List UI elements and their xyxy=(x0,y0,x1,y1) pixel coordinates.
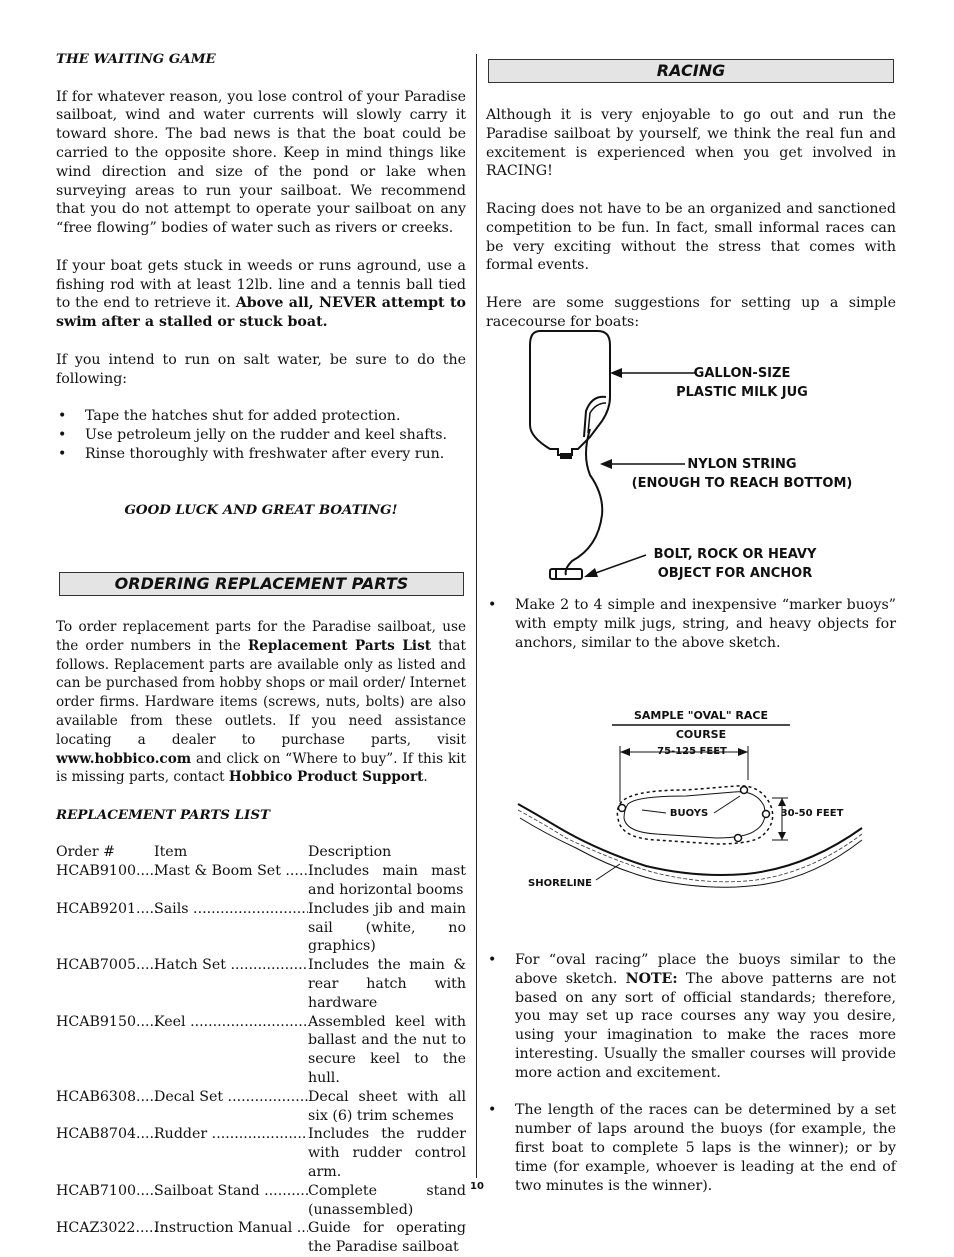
description-cell: Assembled keel with ballast and the nut to secure keel to the hull. xyxy=(308,1013,466,1087)
buoy-marker xyxy=(741,787,748,794)
item-cell xyxy=(154,956,308,1012)
table-row xyxy=(56,862,466,900)
racing-paragraph-2: Racing does not have to be an organized and sanctioned competition to be fun. In fact, small informal races can be very exciting without the stress that comes with formal events. xyxy=(486,200,896,274)
width-label: 30-50 FEET xyxy=(780,808,844,819)
bullet2-text-a: For “oval racing” place the buoys similar to the above sketch. xyxy=(515,952,896,987)
item-cell xyxy=(154,1013,308,1088)
good-luck-text: GOOD LUCK AND GREAT BOATING! xyxy=(124,502,398,519)
parts-table xyxy=(56,843,466,1257)
racing-paragraph-1: Although it is very enjoyable to go out and run the Paradise sailboat by yourself, we think the real fun and excitement is experienced when you get involved in RACING! xyxy=(486,107,896,180)
retrieve-text: If your boat gets stuck in weeds or runs aground, use a fishing rod with at least 12lb. line and a tennis ball tied to the end to retrieve it. xyxy=(56,257,466,312)
buoy-marker xyxy=(735,835,742,842)
string-arrow-icon xyxy=(600,459,612,469)
buoys-label: BUOYS xyxy=(669,808,709,819)
right-column xyxy=(486,50,896,332)
item-name: Instruction Manual ..... xyxy=(154,1220,308,1236)
list-item-text: • Tape the hatches shut for added protection. xyxy=(85,408,401,425)
column-header-order: Order # xyxy=(56,844,116,861)
list-item-text: • Rinse thoroughly with freshwater after every run. xyxy=(85,445,445,462)
anchor-pointer-line xyxy=(590,555,646,575)
item-name: Hatch Set ..... xyxy=(154,957,308,973)
jug-arrow-icon xyxy=(610,368,622,378)
length-arrow-right-icon xyxy=(738,748,748,756)
table-row xyxy=(56,1125,466,1181)
jug-label-line-2: PLASTIC MILK JUG xyxy=(676,385,808,400)
string-label xyxy=(622,455,862,493)
left-column xyxy=(56,50,466,1257)
order-number-cell: HCAB7100..... xyxy=(56,1182,159,1199)
bullet2-text-b: The above patterns are not based on any sort of official standards; therefore, you may set up race courses any way you desire, using your imagination to make the races more interesting. Usually the smaller courses will provide more action and excitement. xyxy=(515,970,896,1081)
ordering-text-d: . xyxy=(423,769,428,786)
salt-water-list xyxy=(56,407,466,463)
ordering-text-c: and click on “Where to buy”. If this kit is missing parts, contact xyxy=(56,750,466,786)
string-label-line-1: NYLON STRING xyxy=(687,457,797,472)
buoys-pointer-left xyxy=(642,810,666,813)
salt-water-intro: If you intend to run on salt water, be sure to do the following: xyxy=(56,351,466,387)
product-support-ref: Hobbico Product Support xyxy=(228,769,424,786)
description-cell: Includes main mast and horizontal booms xyxy=(308,863,466,899)
shoreline-pointer xyxy=(596,864,620,880)
list-item-text xyxy=(515,951,896,1083)
racing-bullets-block xyxy=(486,951,896,1195)
order-number-cell: HCAB9150..... xyxy=(56,1013,159,1030)
order-number-cell: HCAB9100..... xyxy=(56,863,159,880)
racing-heading: RACING xyxy=(488,59,894,83)
list-item xyxy=(56,445,466,464)
hobbico-url[interactable]: www.hobbico.com xyxy=(56,750,192,767)
ordering-text-a: To order replacement parts for the Paradise sailboat, use the order numbers in the xyxy=(56,618,466,654)
item-name: Mast & Boom Set ..... xyxy=(154,863,308,879)
waiting-game-paragraph-2 xyxy=(56,257,466,332)
order-number-cell: HCAZ3022..... xyxy=(56,1220,158,1237)
list-item-text: • Make 2 to 4 simple and inexpensive “marker buoys” with empty milk jugs, string, and heavy objects for anchors, similar to the above sketch. xyxy=(515,597,896,651)
parts-list-heading: REPLACEMENT PARTS LIST xyxy=(56,806,270,823)
parts-table-header xyxy=(56,843,466,862)
length-arrow-left-icon xyxy=(620,748,630,756)
string-label-line-2: (ENOUGH TO REACH BOTTOM) xyxy=(631,476,853,491)
ordering-paragraph xyxy=(56,618,466,787)
description-cell: Includes the rudder with rudder control arm. xyxy=(308,1126,466,1181)
order-number-cell: HCAB7005..... xyxy=(56,957,159,974)
list-item xyxy=(486,951,896,1083)
list-item xyxy=(56,407,466,426)
never-swim-warning: Above all, NEVER attempt to swim after a stalled or stuck boat. xyxy=(56,295,466,331)
item-name: Rudder ..... xyxy=(154,1126,308,1142)
item-name: Sailboat Stand ..... xyxy=(154,1183,308,1199)
anchor-label-line-2: OBJECT FOR ANCHOR xyxy=(657,566,813,581)
ordering-text-b: that follows. Replacement parts are available only as listed and can be purchased from hobby shops or mail order/ Internet order firms. Hardware items (screws, nuts, bolts) are also available from these outlets. If you need assistance locating a dealer to purchase parts, visit xyxy=(56,637,466,748)
course-title: SAMPLE "OVAL" RACE COURSE xyxy=(633,709,768,741)
item-cell xyxy=(154,862,308,900)
item-cell xyxy=(154,1219,308,1257)
jug-cap xyxy=(560,453,572,459)
length-label: 75-125 FEET xyxy=(657,746,727,757)
order-number-cell: HCAB6308..... xyxy=(56,1088,159,1105)
description-cell: Decal sheet with all six (6) trim schemes xyxy=(308,1088,466,1124)
description-cell: Complete stand (unassembled) xyxy=(308,1182,466,1218)
item-cell xyxy=(154,1088,308,1126)
description-cell: Includes jib and main sail (white, no graphics) xyxy=(308,900,466,955)
item-cell xyxy=(154,900,308,956)
list-item xyxy=(486,596,896,652)
list-item xyxy=(56,426,466,445)
note-label: NOTE: xyxy=(625,970,678,987)
item-name: Keel ..... xyxy=(154,1014,308,1030)
table-row xyxy=(56,1013,466,1088)
anchor-label xyxy=(646,545,824,583)
shoreline-label: SHORELINE xyxy=(528,878,592,889)
order-number-cell: HCAB8704..... xyxy=(56,1126,159,1143)
milk-jug-icon xyxy=(530,331,610,455)
table-row xyxy=(56,956,466,1012)
buoys-pointer-right xyxy=(714,796,740,813)
ordering-parts-heading: ORDERING REPLACEMENT PARTS xyxy=(59,572,464,596)
item-cell xyxy=(154,1125,308,1181)
racing-bullet-1-block xyxy=(486,596,896,652)
column-header-item: Item xyxy=(154,844,188,861)
parts-list-ref: Replacement Parts List xyxy=(247,637,432,654)
width-arrow-bottom-icon xyxy=(778,832,786,840)
description-cell: Guide for operating the Paradise sailboat xyxy=(308,1220,466,1256)
buoy-marker xyxy=(619,805,626,812)
item-name: Decal Set ..... xyxy=(154,1089,308,1105)
jug-label xyxy=(672,364,812,402)
jug-label-line-1: GALLON-SIZE xyxy=(693,366,791,381)
table-row xyxy=(56,900,466,956)
table-row xyxy=(56,1088,466,1126)
list-item-text: • Use petroleum jelly on the rudder and keel shafts. xyxy=(85,426,448,443)
item-name: Sails ..... xyxy=(154,901,308,917)
parts-table-body xyxy=(56,862,466,1257)
description-cell: Includes the main & rear hatch with hardware xyxy=(308,957,466,1011)
page-number: 10 xyxy=(470,1181,484,1192)
column-divider xyxy=(476,54,477,1178)
waiting-game-paragraph-1: If for whatever reason, you lose control of your Paradise sailboat, wind and water currents will slowly carry it toward shore. The bad news is that the boat could be carried to the opposite shore. Keep in mind things like wind direction and size of the pond or lake when surveying areas to run your sailboat. We recommend that you do not attempt to operate your sailboat on any “free flowing” bodies of water such as rivers or creeks. xyxy=(56,88,466,237)
list-item-text: • The length of the races can be determined by a set number of laps around the buoys (for example, the first boat to complete 5 laps is the winner); or by time (for example, whoever is leading at the end of two minutes is the winner). xyxy=(515,1102,896,1194)
column-header-description: Description xyxy=(308,844,392,861)
waiting-game-heading: THE WAITING GAME xyxy=(56,51,216,67)
anchor-arrow-icon xyxy=(584,568,598,577)
buoy-marker xyxy=(763,811,770,818)
order-number-cell: HCAB9201..... xyxy=(56,900,159,917)
racing-paragraph-3: Here are some suggestions for setting up a simple racecourse for boats: xyxy=(486,294,896,330)
table-row xyxy=(56,1219,466,1257)
anchor-label-line-1: BOLT, ROCK OR HEAVY xyxy=(653,547,817,562)
